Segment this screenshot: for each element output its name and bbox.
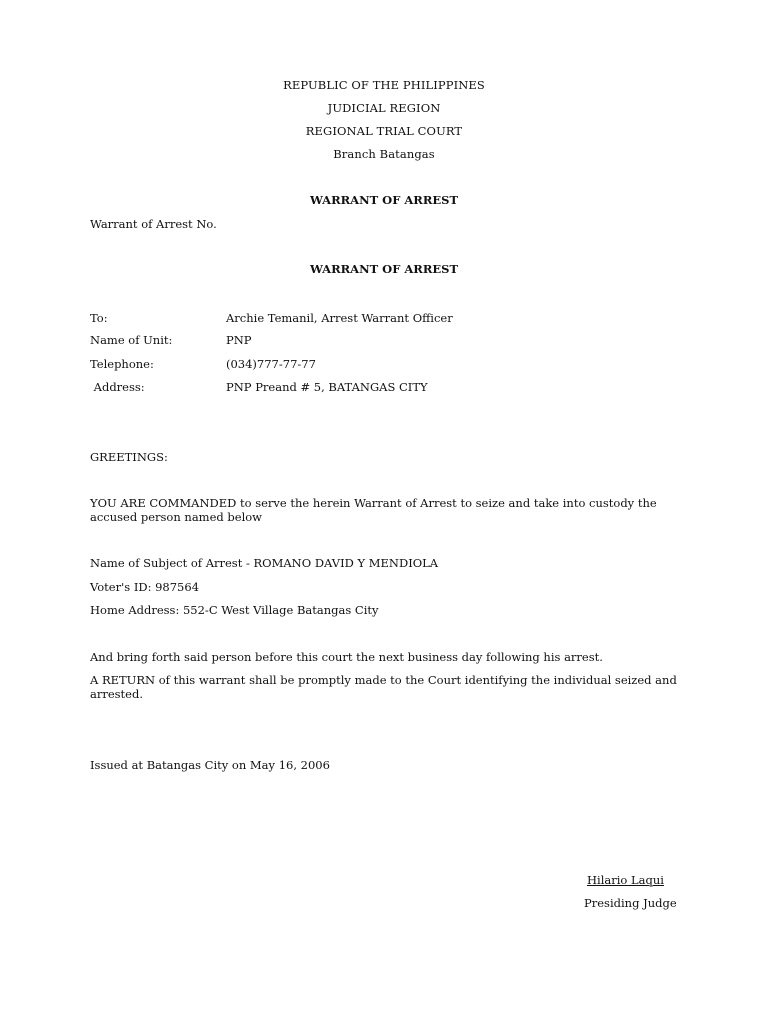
command-paragraph: YOU ARE COMMANDED to serve the herein Warrant of Arrest to seize and take into custody the accused person named below — [90, 496, 657, 524]
header-branch: Branch Batangas — [333, 147, 435, 161]
telephone-value: (034)777-77-77 — [226, 357, 316, 371]
to-value: Archie Temanil, Arrest Warrant Officer — [226, 311, 453, 325]
document-title: WARRANT OF ARREST — [309, 193, 459, 207]
header-judicial-region: JUDICIAL REGION — [327, 101, 441, 115]
signatory-name: Hilario Laqui — [587, 873, 664, 887]
subject-voter-id: Voter's ID: 987564 — [90, 580, 200, 594]
unit-label: Name of Unit: — [90, 333, 173, 347]
address-value: PNP Preand # 5, BATANGAS CITY — [226, 380, 428, 394]
subject-home-address: Home Address: 552-C West Village Batangas City — [90, 603, 379, 617]
header-court: REGIONAL TRIAL COURT — [305, 124, 463, 138]
return-paragraph: A RETURN of this warrant shall be promptly made to the Court identifying the individual seized and arrested. — [90, 673, 677, 701]
issued-line: Issued at Batangas City on May 16, 2006 — [90, 758, 330, 772]
warrant-number-label: Warrant of Arrest No. — [90, 217, 217, 231]
unit-value: PNP — [226, 333, 252, 347]
address-label: Address: — [90, 380, 145, 394]
document-subtitle: WARRANT OF ARREST — [309, 262, 459, 276]
subject-name: Name of Subject of Arrest - ROMANO DAVID Y MENDIOLA — [90, 556, 439, 570]
signatory-title: Presiding Judge — [584, 896, 677, 910]
header-republic: REPUBLIC OF THE PHILIPPINES — [283, 78, 485, 92]
bring-forth-paragraph: And bring forth said person before this court the next business day following his arrest. — [90, 650, 603, 664]
to-label: To: — [90, 311, 108, 325]
telephone-label: Telephone: — [90, 357, 154, 371]
greetings: GREETINGS: — [90, 450, 168, 464]
